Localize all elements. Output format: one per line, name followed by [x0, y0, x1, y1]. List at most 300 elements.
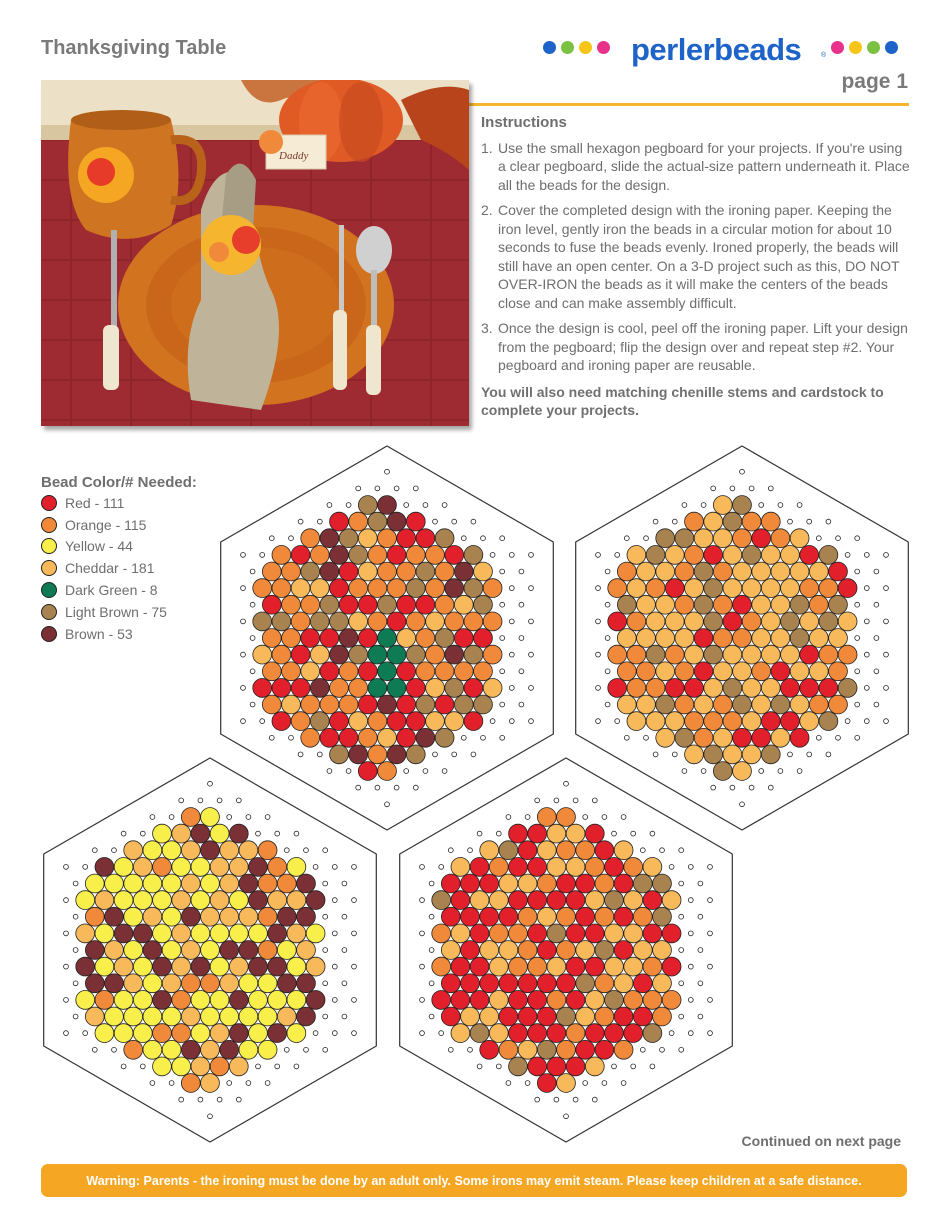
bead	[704, 512, 723, 531]
bead	[172, 991, 191, 1010]
empty-peg	[529, 619, 534, 624]
bead	[282, 695, 301, 714]
bead	[277, 907, 296, 926]
bead	[643, 1024, 662, 1043]
bead	[809, 595, 828, 614]
bead	[643, 891, 662, 910]
bead	[85, 1007, 104, 1026]
empty-peg	[615, 719, 620, 724]
bead	[378, 595, 397, 614]
bead	[809, 662, 828, 681]
bead	[172, 1057, 191, 1076]
empty-peg	[265, 1081, 270, 1086]
bead	[483, 679, 502, 698]
bead	[416, 529, 435, 548]
bead	[752, 629, 771, 648]
bead	[153, 824, 172, 843]
bead	[191, 824, 210, 843]
empty-peg	[375, 785, 380, 790]
bead	[528, 957, 547, 976]
empty-peg	[250, 569, 255, 574]
bead	[441, 1007, 460, 1026]
bead	[320, 562, 339, 581]
bead	[723, 579, 742, 598]
bead	[124, 941, 143, 960]
bead	[291, 645, 310, 664]
bead	[608, 612, 627, 631]
bead	[713, 662, 732, 681]
bead	[617, 662, 636, 681]
bead	[220, 941, 239, 960]
bead	[297, 941, 316, 960]
empty-peg	[640, 848, 645, 853]
bead	[432, 891, 451, 910]
bead	[349, 546, 368, 565]
bead	[143, 941, 162, 960]
bead	[229, 957, 248, 976]
empty-peg	[256, 831, 261, 836]
bead	[665, 546, 684, 565]
empty-peg	[650, 1064, 655, 1069]
bead	[713, 595, 732, 614]
bead	[239, 941, 258, 960]
bead	[474, 662, 493, 681]
empty-peg	[317, 752, 322, 757]
bead	[643, 991, 662, 1010]
empty-peg	[327, 769, 332, 774]
bead	[656, 562, 675, 581]
bead	[499, 1007, 518, 1026]
empty-peg	[509, 652, 514, 657]
bead	[301, 728, 320, 747]
step-number: 3.	[481, 320, 493, 336]
bead	[480, 974, 499, 993]
empty-peg	[327, 503, 332, 508]
empty-peg	[679, 914, 684, 919]
empty-peg	[855, 569, 860, 574]
bead	[665, 579, 684, 598]
empty-peg	[246, 815, 251, 820]
bead	[95, 957, 114, 976]
bead	[95, 891, 114, 910]
bead	[733, 662, 752, 681]
bead	[339, 728, 358, 747]
bead	[742, 679, 761, 698]
bead	[239, 1007, 258, 1026]
bead	[76, 924, 95, 943]
empty-peg	[768, 785, 773, 790]
bead	[838, 579, 857, 598]
empty-peg	[807, 519, 812, 524]
empty-peg	[612, 1064, 617, 1069]
bead	[595, 1040, 614, 1059]
bead	[368, 712, 387, 731]
empty-peg	[73, 881, 78, 886]
bead	[509, 1057, 528, 1076]
bead	[320, 662, 339, 681]
bead	[210, 824, 229, 843]
empty-peg	[500, 602, 505, 607]
bead	[624, 1024, 643, 1043]
empty-peg	[452, 519, 457, 524]
empty-peg	[420, 998, 425, 1003]
empty-peg	[509, 719, 514, 724]
empty-peg	[884, 553, 889, 558]
bead	[172, 858, 191, 877]
bead	[451, 891, 470, 910]
empty-peg	[797, 503, 802, 508]
bead	[518, 941, 537, 960]
bead	[268, 957, 287, 976]
bead	[790, 529, 809, 548]
bead	[528, 858, 547, 877]
empty-peg	[275, 831, 280, 836]
bead	[397, 695, 416, 714]
hexagon-pegboard	[44, 758, 377, 1142]
bead	[480, 941, 499, 960]
bead	[637, 595, 656, 614]
bead	[685, 579, 704, 598]
bead	[761, 645, 780, 664]
empty-peg	[845, 553, 850, 558]
legend-heading: Bead Color/# Needed:	[41, 474, 197, 491]
bead	[537, 1040, 556, 1059]
bead	[349, 579, 368, 598]
bead	[723, 512, 742, 531]
empty-peg	[73, 948, 78, 953]
bead	[713, 529, 732, 548]
empty-peg	[688, 1031, 693, 1036]
legend-label: Dark Green - 8	[65, 582, 158, 599]
empty-peg	[816, 536, 821, 541]
bead	[143, 874, 162, 893]
bead	[272, 645, 291, 664]
bead	[114, 924, 133, 943]
empty-peg	[256, 1064, 261, 1069]
bead	[368, 679, 387, 698]
bead	[781, 546, 800, 565]
bead	[838, 645, 857, 664]
bead	[330, 546, 349, 565]
bead	[76, 957, 95, 976]
bead	[287, 957, 306, 976]
empty-peg	[640, 1047, 645, 1052]
empty-peg	[855, 636, 860, 641]
bead	[378, 762, 397, 781]
bead	[368, 579, 387, 598]
bead	[291, 712, 310, 731]
bead	[445, 612, 464, 631]
bead	[272, 712, 291, 731]
empty-peg	[250, 636, 255, 641]
bead	[454, 662, 473, 681]
bead	[595, 841, 614, 860]
placecard-text: Daddy	[279, 150, 309, 162]
bead	[201, 907, 220, 926]
bead	[397, 595, 416, 614]
empty-peg	[241, 619, 246, 624]
empty-peg	[448, 1047, 453, 1052]
legend-label: Orange - 115	[65, 516, 147, 533]
bead	[114, 1024, 133, 1043]
bead	[537, 1007, 556, 1026]
bead	[105, 941, 124, 960]
bead	[509, 991, 528, 1010]
empty-peg	[855, 735, 860, 740]
bead	[624, 957, 643, 976]
bead	[819, 546, 838, 565]
legend-label: Cheddar - 181	[65, 560, 155, 577]
bead	[694, 695, 713, 714]
empty-peg	[874, 669, 879, 674]
bead	[643, 858, 662, 877]
bead	[277, 941, 296, 960]
bead	[454, 629, 473, 648]
bead	[819, 579, 838, 598]
empty-peg	[471, 752, 476, 757]
bead	[605, 924, 624, 943]
bead	[268, 1024, 287, 1043]
empty-peg	[605, 636, 610, 641]
empty-peg	[688, 898, 693, 903]
bead	[733, 562, 752, 581]
bead	[358, 695, 377, 714]
bead	[258, 1007, 277, 1026]
bead	[153, 1057, 172, 1076]
bead	[653, 941, 672, 960]
empty-peg	[150, 1081, 155, 1086]
empty-peg	[621, 1081, 626, 1086]
bead	[301, 695, 320, 714]
bead	[557, 1074, 576, 1093]
bead	[272, 679, 291, 698]
bead	[451, 991, 470, 1010]
bead	[557, 941, 576, 960]
bead	[809, 562, 828, 581]
empty-peg	[323, 948, 328, 953]
empty-peg	[481, 536, 486, 541]
empty-peg	[701, 503, 706, 508]
bead	[181, 1074, 200, 1093]
empty-peg	[413, 785, 418, 790]
bead	[358, 562, 377, 581]
bead	[781, 645, 800, 664]
empty-peg	[217, 1097, 222, 1102]
bead	[829, 595, 848, 614]
empty-peg	[332, 898, 337, 903]
bead	[662, 924, 681, 943]
bead	[474, 629, 493, 648]
bead	[133, 858, 152, 877]
bead	[191, 891, 210, 910]
empty-peg	[179, 798, 184, 803]
bead	[800, 546, 819, 565]
bead	[566, 891, 585, 910]
bead	[201, 808, 220, 827]
empty-peg	[884, 586, 889, 591]
bead	[426, 679, 445, 698]
bead	[445, 679, 464, 698]
bead	[585, 957, 604, 976]
empty-peg	[332, 964, 337, 969]
bead	[153, 957, 172, 976]
bead	[268, 891, 287, 910]
empty-peg	[92, 848, 97, 853]
empty-peg	[83, 1031, 88, 1036]
empty-peg	[413, 486, 418, 491]
bead	[752, 595, 771, 614]
bead	[605, 891, 624, 910]
empty-peg	[778, 503, 783, 508]
bead	[287, 1024, 306, 1043]
bead	[624, 991, 643, 1010]
empty-peg	[236, 798, 241, 803]
bead	[694, 662, 713, 681]
bead	[470, 858, 489, 877]
bead	[617, 695, 636, 714]
bead	[761, 679, 780, 698]
bead	[181, 974, 200, 993]
bead	[76, 991, 95, 1010]
bead	[172, 957, 191, 976]
bead	[528, 924, 547, 943]
bead	[306, 924, 325, 943]
empty-peg	[836, 735, 841, 740]
bead	[330, 579, 349, 598]
bead	[614, 974, 633, 993]
bead	[557, 874, 576, 893]
bead	[752, 662, 771, 681]
step-text: Once the design is cool, peel off the ironing paper. Lift your design from the pegboard; flip the design over and repeat step #2. Your pegboard and ironing paper are reusable.	[498, 320, 908, 373]
bead	[723, 679, 742, 698]
bead	[451, 957, 470, 976]
bead	[153, 924, 172, 943]
bead	[771, 662, 790, 681]
empty-peg	[672, 519, 677, 524]
bead	[742, 546, 761, 565]
empty-peg	[874, 702, 879, 707]
empty-peg	[864, 719, 869, 724]
bead	[665, 645, 684, 664]
empty-peg	[864, 619, 869, 624]
bead	[643, 924, 662, 943]
bead	[426, 612, 445, 631]
empty-peg	[298, 519, 303, 524]
bead	[464, 712, 483, 731]
empty-peg	[289, 536, 294, 541]
empty-peg	[688, 865, 693, 870]
empty-peg	[468, 1047, 473, 1052]
empty-peg	[420, 1031, 425, 1036]
bead	[85, 941, 104, 960]
bead	[704, 612, 723, 631]
bead	[201, 841, 220, 860]
empty-peg	[679, 1014, 684, 1019]
empty-peg	[429, 981, 434, 986]
bead	[426, 546, 445, 565]
empty-peg	[92, 1047, 97, 1052]
bead	[838, 679, 857, 698]
empty-peg	[807, 752, 812, 757]
empty-peg	[323, 1047, 328, 1052]
empty-peg	[275, 1064, 280, 1069]
bead	[114, 957, 133, 976]
bead	[95, 991, 114, 1010]
bead	[239, 874, 258, 893]
empty-peg	[660, 1047, 665, 1052]
bead	[713, 629, 732, 648]
bead	[585, 891, 604, 910]
bead	[547, 991, 566, 1010]
empty-peg	[836, 536, 841, 541]
empty-peg	[884, 652, 889, 657]
empty-peg	[631, 1064, 636, 1069]
empty-peg	[826, 519, 831, 524]
empty-peg	[624, 536, 629, 541]
bead	[838, 612, 857, 631]
bead	[518, 1040, 537, 1059]
bead	[268, 858, 287, 877]
bead	[771, 695, 790, 714]
bead	[733, 629, 752, 648]
bead	[685, 512, 704, 531]
empty-peg	[342, 948, 347, 953]
bead	[499, 907, 518, 926]
bead	[675, 662, 694, 681]
bead	[451, 924, 470, 943]
bead	[829, 695, 848, 714]
empty-peg	[429, 914, 434, 919]
bead	[435, 728, 454, 747]
bead	[518, 1007, 537, 1026]
bead	[220, 1040, 239, 1059]
bead	[181, 1040, 200, 1059]
empty-peg	[864, 586, 869, 591]
bead	[461, 974, 480, 993]
bead	[518, 974, 537, 993]
bead	[752, 562, 771, 581]
bead	[287, 891, 306, 910]
safety-warning-banner: Warning: Parents - the ironing must be done by an adult only. Some irons may emit steam. Please keep children at a safe distance.	[41, 1164, 907, 1197]
bead	[306, 957, 325, 976]
empty-peg	[404, 503, 409, 508]
bead	[114, 991, 133, 1010]
bead	[445, 712, 464, 731]
empty-peg	[208, 1114, 213, 1119]
bead	[85, 874, 104, 893]
bead	[368, 546, 387, 565]
bead	[133, 924, 152, 943]
bead	[585, 858, 604, 877]
empty-peg	[535, 1097, 540, 1102]
bead	[124, 1040, 143, 1059]
bead	[547, 1057, 566, 1076]
bead	[566, 824, 585, 843]
empty-peg	[605, 669, 610, 674]
bead	[406, 645, 425, 664]
hexagon-pegboard	[576, 446, 909, 830]
bead	[229, 858, 248, 877]
bead	[646, 679, 665, 698]
legend-label: Brown - 53	[65, 625, 133, 642]
empty-peg	[519, 702, 524, 707]
bead	[742, 512, 761, 531]
bead	[210, 1057, 229, 1076]
empty-peg	[64, 865, 69, 870]
empty-peg	[439, 1031, 444, 1036]
bead	[483, 645, 502, 664]
empty-peg	[624, 735, 629, 740]
